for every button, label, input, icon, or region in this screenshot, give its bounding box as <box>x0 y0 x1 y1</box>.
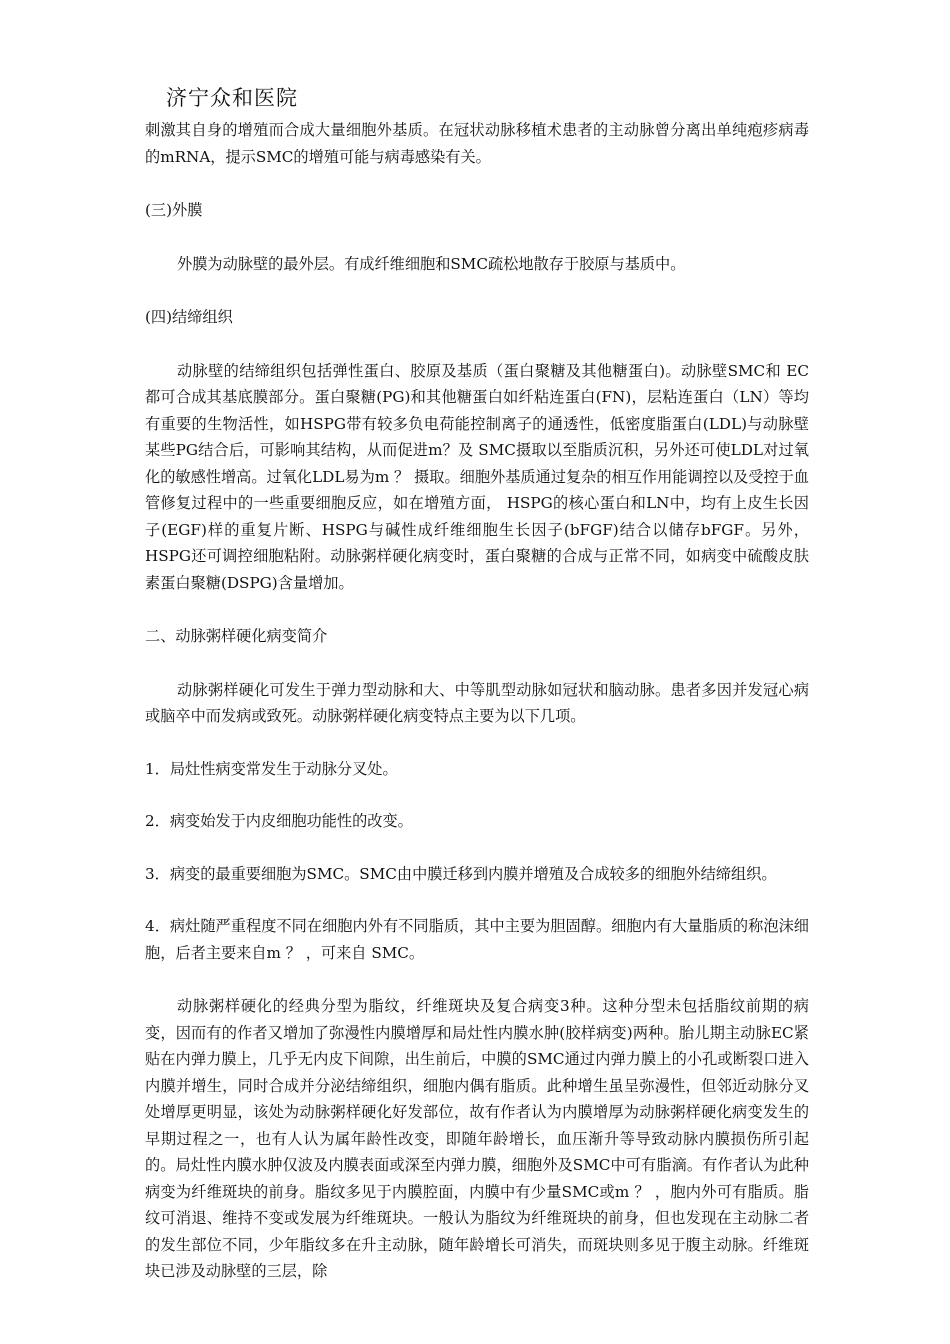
hospital-header: 济宁众和医院 <box>166 86 298 110</box>
paragraph-atherosclerosis-intro: 动脉粥样硬化可发生于弹力型动脉和大、中等肌型动脉如冠状和脑动脉。患者多因并发冠心病或脑卒中而发病或致死。动脉粥样硬化病变特点主要为以下几项。 <box>145 680 809 725</box>
heading-section-two: 二、动脉粥样硬化病变简介 <box>145 627 328 645</box>
heading-adventitia: (三)外膜 <box>145 201 203 219</box>
document-body <box>145 117 809 1285</box>
paragraph-adventitia: 外膜为动脉壁的最外层。有成纤维细胞和SMC疏松地散存于胶原与基质中。 <box>177 254 686 273</box>
paragraph-continuation: 刺激其自身的增殖而合成大量细胞外基质。在冠状动脉移植术患者的主动脉曾分离出单纯疱疹病毒的mRNA，提示SMC的增殖可能与病毒感染有关。 <box>145 121 809 166</box>
list-item-1: 1．局灶性病变常发生于动脉分叉处。 <box>145 759 398 778</box>
list-item-4: 4．病灶随严重程度不同在细胞内外有不同脂质，其中主要为胆固醇。细胞内有大量脂质的称泡沫细胞，后者主要来自m ？ ，可来自 SMC。 <box>145 917 809 962</box>
paragraph-connective-tissue: 动脉壁的结缔组织包括弹性蛋白、胶原及基质（蛋白聚糖及其他糖蛋白)。动脉壁SMC和 EC都可合成其基底膜部分。蛋白聚糖(PG)和其他糖蛋白如纤粘连蛋白(FN)，层粘连蛋白（LN）等均有重要的生物活性，如HSPG带有较多负电荷能控制离子的通透性，低密度脂蛋白(LDL)与动脉壁某些PG结合后，可影响其结构，从而促进m？及 SMC摄取以至脂质沉积，另外还可使LDL对过氧化的敏感性增高。过氧化LDL易为m ？ 摄取。细胞外基质通过复杂的相互作用能调控以及受控于血管修复过程中的一些重要细胞反应，如在增殖方面， HSPG的核心蛋白和LN中，均有上皮生长因子(EGF)样的重复片断、HSPG与碱性成纤维细胞生长因子(bFGF)结合以储存bFGF。另外，HSPG还可调控细胞粘附。动脉粥样硬化病变时，蛋白聚糖的合成与正常不同，如病变中硫酸皮肤素蛋白聚糖(DSPG)含量增加。 <box>145 361 809 592</box>
list-item-3: 3．病变的最重要细胞为SMC。SMC由中膜迁移到内膜并增殖及合成较多的细胞外结缔组织。 <box>145 864 777 883</box>
list-item-2: 2．病变始发于内皮细胞功能性的改变。 <box>145 812 413 830</box>
paragraph-classification: 动脉粥样硬化的经典分型为脂纹，纤维斑块及复合病变3种。这种分型未包括脂纹前期的病变，因而有的作者又增加了弥漫性内膜增厚和局灶性内膜水肿(胶样病变)两种。胎儿期主动脉EC紧贴在内弹力膜上，几乎无内皮下间隙，出生前后，中膜的SMC通过内弹力膜上的小孔或断裂口进入内膜并增生，同时合成并分泌结缔组织，细胞内偶有脂质。此种增生虽呈弥漫性，但邻近动脉分叉处增厚更明显，该处为动脉粥样硬化好发部位，故有作者认为内膜增厚为动脉粥样硬化病变发生的早期过程之一，也有人认为属年龄性改变，即随年龄增长，血压渐升等导致动脉内膜损伤所引起的。局灶性内膜水肿仅波及内膜表面或深至内弹力膜，细胞外及SMC中可有脂滴。有作者认为此种病变为纤维斑块的前身。脂纹多见于内膜腔面，内膜中有少量SMC或m ？ ，胞内外可有脂质。脂纹可消退、维持不变或发展为纤维斑块。一般认为脂纹为纤维斑块的前身，但也发现在主动脉二者的发生部位不同，少年脂纹多在升主动脉，随年龄增长可消失，而斑块则多见于腹主动脉。纤维斑块已涉及动脉壁的三层，除 <box>145 997 809 1280</box>
heading-connective-tissue: (四)结缔组织 <box>145 308 233 326</box>
